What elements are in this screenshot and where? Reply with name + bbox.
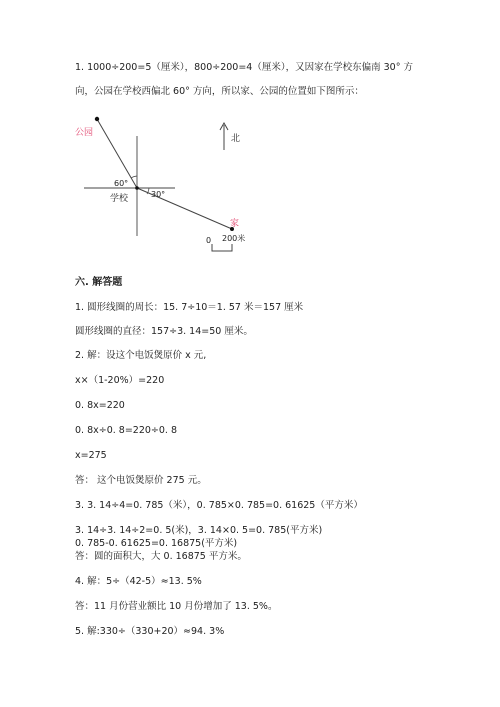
answer-line: 答：11 月份营业额比 10 月份增加了 13. 5%。 — [75, 601, 278, 612]
intro-line-1: 1. 1000÷200=5（厘米），800÷200=4（厘米），又因家在学校东偏南 30° 方 — [75, 62, 413, 73]
school-label: 学校 — [110, 194, 129, 204]
answer-line: 0. 8x÷0. 8=220÷0. 8 — [75, 425, 178, 436]
angle-60-arc — [131, 176, 137, 178]
north-label: 北 — [231, 134, 241, 144]
intro-line-2: 向，公园在学校西偏北 60° 方向，所以家、公园的位置如下图所示： — [75, 86, 364, 97]
answer-line: 1. 圆形线圈的周长：15. 7÷10＝1. 57 米＝157 厘米 — [75, 302, 304, 313]
scale-zero-label: 0 — [206, 236, 212, 245]
scale-bar — [212, 244, 232, 251]
answer-line: 0. 785-0. 61625=0. 16875(平方米) — [75, 538, 238, 549]
answer-line: 3. 14÷3. 14÷2=0. 5(米)，3. 14×0. 5=0. 785(平方米) — [75, 525, 323, 536]
park-label: 公园 — [75, 128, 94, 138]
angle-30-label: 30° — [151, 190, 166, 199]
answer-line: 答： 这个电饭煲原价 275 元。 — [75, 475, 207, 486]
answer-line: x=275 — [75, 450, 107, 461]
school-point — [135, 186, 139, 190]
home-label: 家 — [230, 219, 240, 229]
park-point — [95, 117, 99, 121]
section-title: 六. 解答题 — [75, 277, 123, 288]
answer-line: 2. 解：设这个电饭煲原价 x 元, — [75, 350, 207, 361]
answer-line: x×（1-20%）=220 — [75, 375, 165, 386]
answer-line: 答：圆的面积大，大 0. 16875 平方米。 — [75, 551, 247, 562]
scale-value-label: 200米 — [222, 234, 246, 243]
answer-line: 4. 解：5÷（42-5）≈13. 5% — [75, 576, 202, 587]
angle-60-label: 60° — [114, 179, 129, 188]
answer-line: 圆形线圈的直径：157÷3. 14=50 厘米。 — [75, 326, 253, 337]
answer-line: 5. 解:330÷（330+20）≈94. 3% — [75, 626, 225, 637]
answer-line: 0. 8x=220 — [75, 400, 125, 411]
answer-line: 3. 3. 14÷4=0. 785（米），0. 785×0. 785=0. 61625（平方米） — [75, 500, 363, 511]
